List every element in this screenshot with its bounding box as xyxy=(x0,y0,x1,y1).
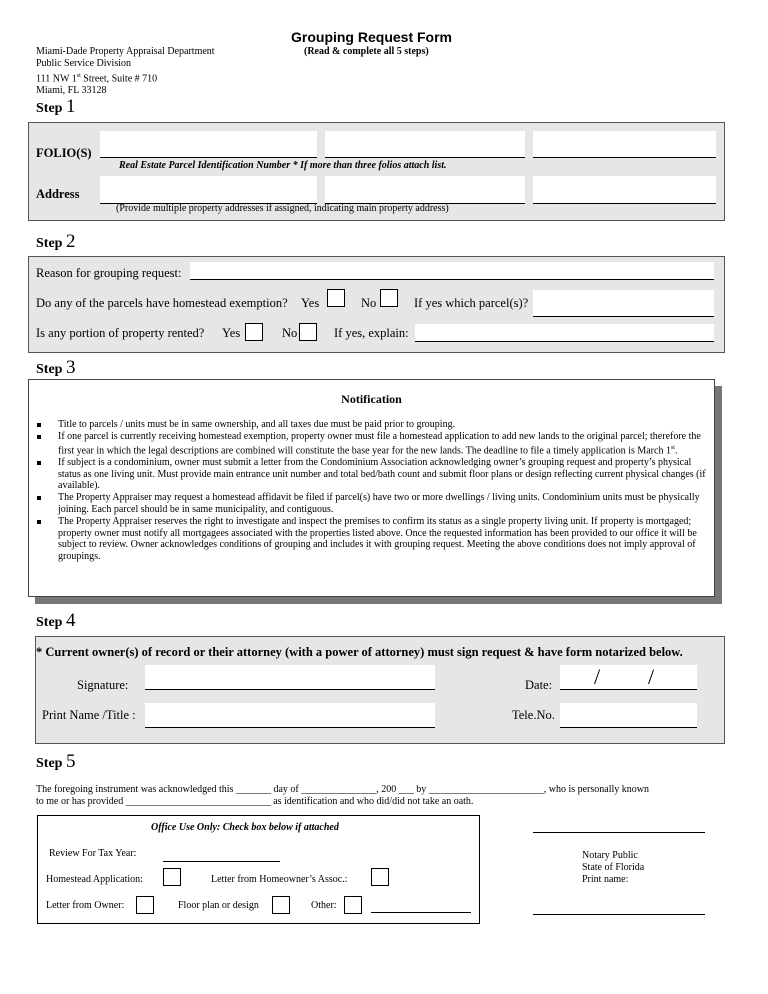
which-parcels-label: If yes which parcel(s)? xyxy=(414,296,529,310)
homestead-application-checkbox[interactable] xyxy=(163,868,181,886)
rented-yes-checkbox[interactable] xyxy=(245,323,263,341)
address-input-2[interactable] xyxy=(325,176,525,204)
step-2-panel xyxy=(28,256,725,353)
notification-list xyxy=(37,419,709,563)
notary-state-label: State of Florida xyxy=(582,862,645,873)
hoa-letter-checkbox[interactable] xyxy=(371,868,389,886)
owner-letter-label: Letter from Owner: xyxy=(46,900,125,911)
homestead-yes-checkbox[interactable] xyxy=(327,289,345,307)
signature-label: Signature: xyxy=(77,678,129,692)
explain-input[interactable] xyxy=(415,324,714,342)
notary-public-label: Notary Public xyxy=(582,850,638,861)
folio-input-1[interactable] xyxy=(100,131,317,158)
office-use-box xyxy=(37,815,480,924)
floor-plan-label: Floor plan or design xyxy=(178,900,259,911)
other-label: Other: xyxy=(311,900,337,911)
date-label: Date: xyxy=(525,678,553,692)
step-3-heading: Step 3 xyxy=(36,357,76,378)
step-4-heading: Step 4 xyxy=(36,610,76,631)
other-input[interactable] xyxy=(371,899,471,913)
tele-label: Tele.No. xyxy=(512,708,555,722)
rented-no-label: No xyxy=(282,326,298,340)
explain-label: If yes, explain: xyxy=(334,326,409,340)
review-label: Review For Tax Year: xyxy=(49,848,137,859)
floor-plan-checkbox[interactable] xyxy=(272,896,290,914)
street-address: 111 NW 1st Street, Suite # 710 xyxy=(36,73,158,85)
address-label: Address xyxy=(36,187,80,201)
department-address xyxy=(36,46,215,97)
rented-question: Is any portion of property rented? xyxy=(36,326,205,340)
city-state-zip: Miami, FL 33128 xyxy=(36,85,107,97)
homestead-application-label: Homestead Application: xyxy=(46,874,143,885)
step-2-heading: Step 2 xyxy=(36,231,76,252)
step-1-panel xyxy=(28,122,725,221)
folio-hint: Real Estate Parcel Identification Number * If more than three folios attach list. xyxy=(119,160,447,171)
acknowledgment-line: The foregoing instrument was acknowledged this _______ day of _______________, 200 ___ by _______________________, who is personally known xyxy=(36,784,649,795)
address-input-1[interactable] xyxy=(100,176,317,204)
hoa-letter-label: Letter from Homeowner’s Assoc.: xyxy=(211,874,348,885)
folio-input-2[interactable] xyxy=(325,131,525,158)
notification-item: If subject is a condominium, owner must submit a letter from the Condominium Association acknowledging owner’s grouping request and property’s physical status as one living unit. Must provide main entrance unit number and total bed/bath count and submit floor plans or design reflecting current physical changes (if available). xyxy=(37,457,709,492)
date-input[interactable] xyxy=(560,665,697,690)
notification-item: The Property Appraiser reserves the right to investigate and inspect the premises to confirm its status as a single property living unit. If property is mortgaged; property owner must notify all mortgagees associated with the properties listed above. Once the requested information has been provided to our office it will be subject to review. Owner acknowledges conditions of grouping and includes it with grouping request. Meeting the above conditions does not imply approval of groupings. xyxy=(37,516,709,563)
tele-input[interactable] xyxy=(560,703,697,728)
notification-box xyxy=(28,379,715,597)
address-input-3[interactable] xyxy=(533,176,716,204)
notification-item: If one parcel is currently receiving homestead exemption, property owner must file a homestead application to add new lands to the original parcel; therefore the first year in which the legal descriptions are combined will constitute the base year for the new lands. The deadline to file a timely application is March 1st. xyxy=(37,431,709,457)
reason-label: Reason for grouping request: xyxy=(36,266,182,280)
division-name: Public Service Division xyxy=(36,58,131,69)
which-parcels-input[interactable] xyxy=(533,290,714,317)
notary-block xyxy=(582,850,644,886)
owner-letter-checkbox[interactable] xyxy=(136,896,154,914)
other-checkbox[interactable] xyxy=(344,896,362,914)
address-hint: (Provide multiple property addresses if assigned, indicating main property address) xyxy=(116,203,449,214)
form-title: Grouping Request Form xyxy=(291,29,452,45)
notification-item: The Property Appraiser may request a homestead affidavit be filed if parcel(s) have two or more dwellings / living units. Condominium units must be physically joining. Each parcel should be in same municipality, and contiguous. xyxy=(37,492,709,516)
homestead-question: Do any of the parcels have homestead exemption? xyxy=(36,296,288,310)
homestead-no-label: No xyxy=(361,296,377,310)
reason-input[interactable] xyxy=(190,262,714,280)
acknowledgment-line: to me or has provided _____________________________ as identification and who did/did not take an oath. xyxy=(36,796,474,807)
rented-yes-label: Yes xyxy=(222,326,241,340)
review-year-input[interactable] xyxy=(163,847,280,862)
date-separator: / xyxy=(648,664,655,689)
form-subtitle: (Read & complete all 5 steps) xyxy=(304,46,429,57)
step-4-panel xyxy=(35,636,725,744)
step-5-heading: Step 5 xyxy=(36,751,76,772)
step-1-heading: Step 1 xyxy=(36,96,76,117)
acknowledgment-text xyxy=(36,784,649,808)
notification-title: Notification xyxy=(341,392,402,406)
folio-input-3[interactable] xyxy=(533,131,716,158)
print-name-label: Print Name /Title : xyxy=(42,708,136,722)
notary-print-name-line[interactable] xyxy=(533,900,705,915)
owner-notice: * Current owner(s) of record or their attorney (with a power of attorney) must sign request & have form notarized below. xyxy=(36,645,683,659)
folio-label: FOLIO(S) xyxy=(36,146,92,160)
homestead-no-checkbox[interactable] xyxy=(380,289,398,307)
department-name: Miami-Dade Property Appraisal Department xyxy=(36,46,215,57)
rented-no-checkbox[interactable] xyxy=(299,323,317,341)
notary-signature-line[interactable] xyxy=(533,818,705,833)
office-use-title: Office Use Only: Check box below if attached xyxy=(151,822,339,833)
date-separator: / xyxy=(594,664,601,689)
notification-item: Title to parcels / units must be in same ownership, and all taxes due must be paid prior to grouping. xyxy=(37,419,709,431)
signature-input[interactable] xyxy=(145,665,435,690)
homestead-yes-label: Yes xyxy=(301,296,320,310)
notary-print-name-label: Print name: xyxy=(582,874,629,885)
print-name-input[interactable] xyxy=(145,703,435,728)
